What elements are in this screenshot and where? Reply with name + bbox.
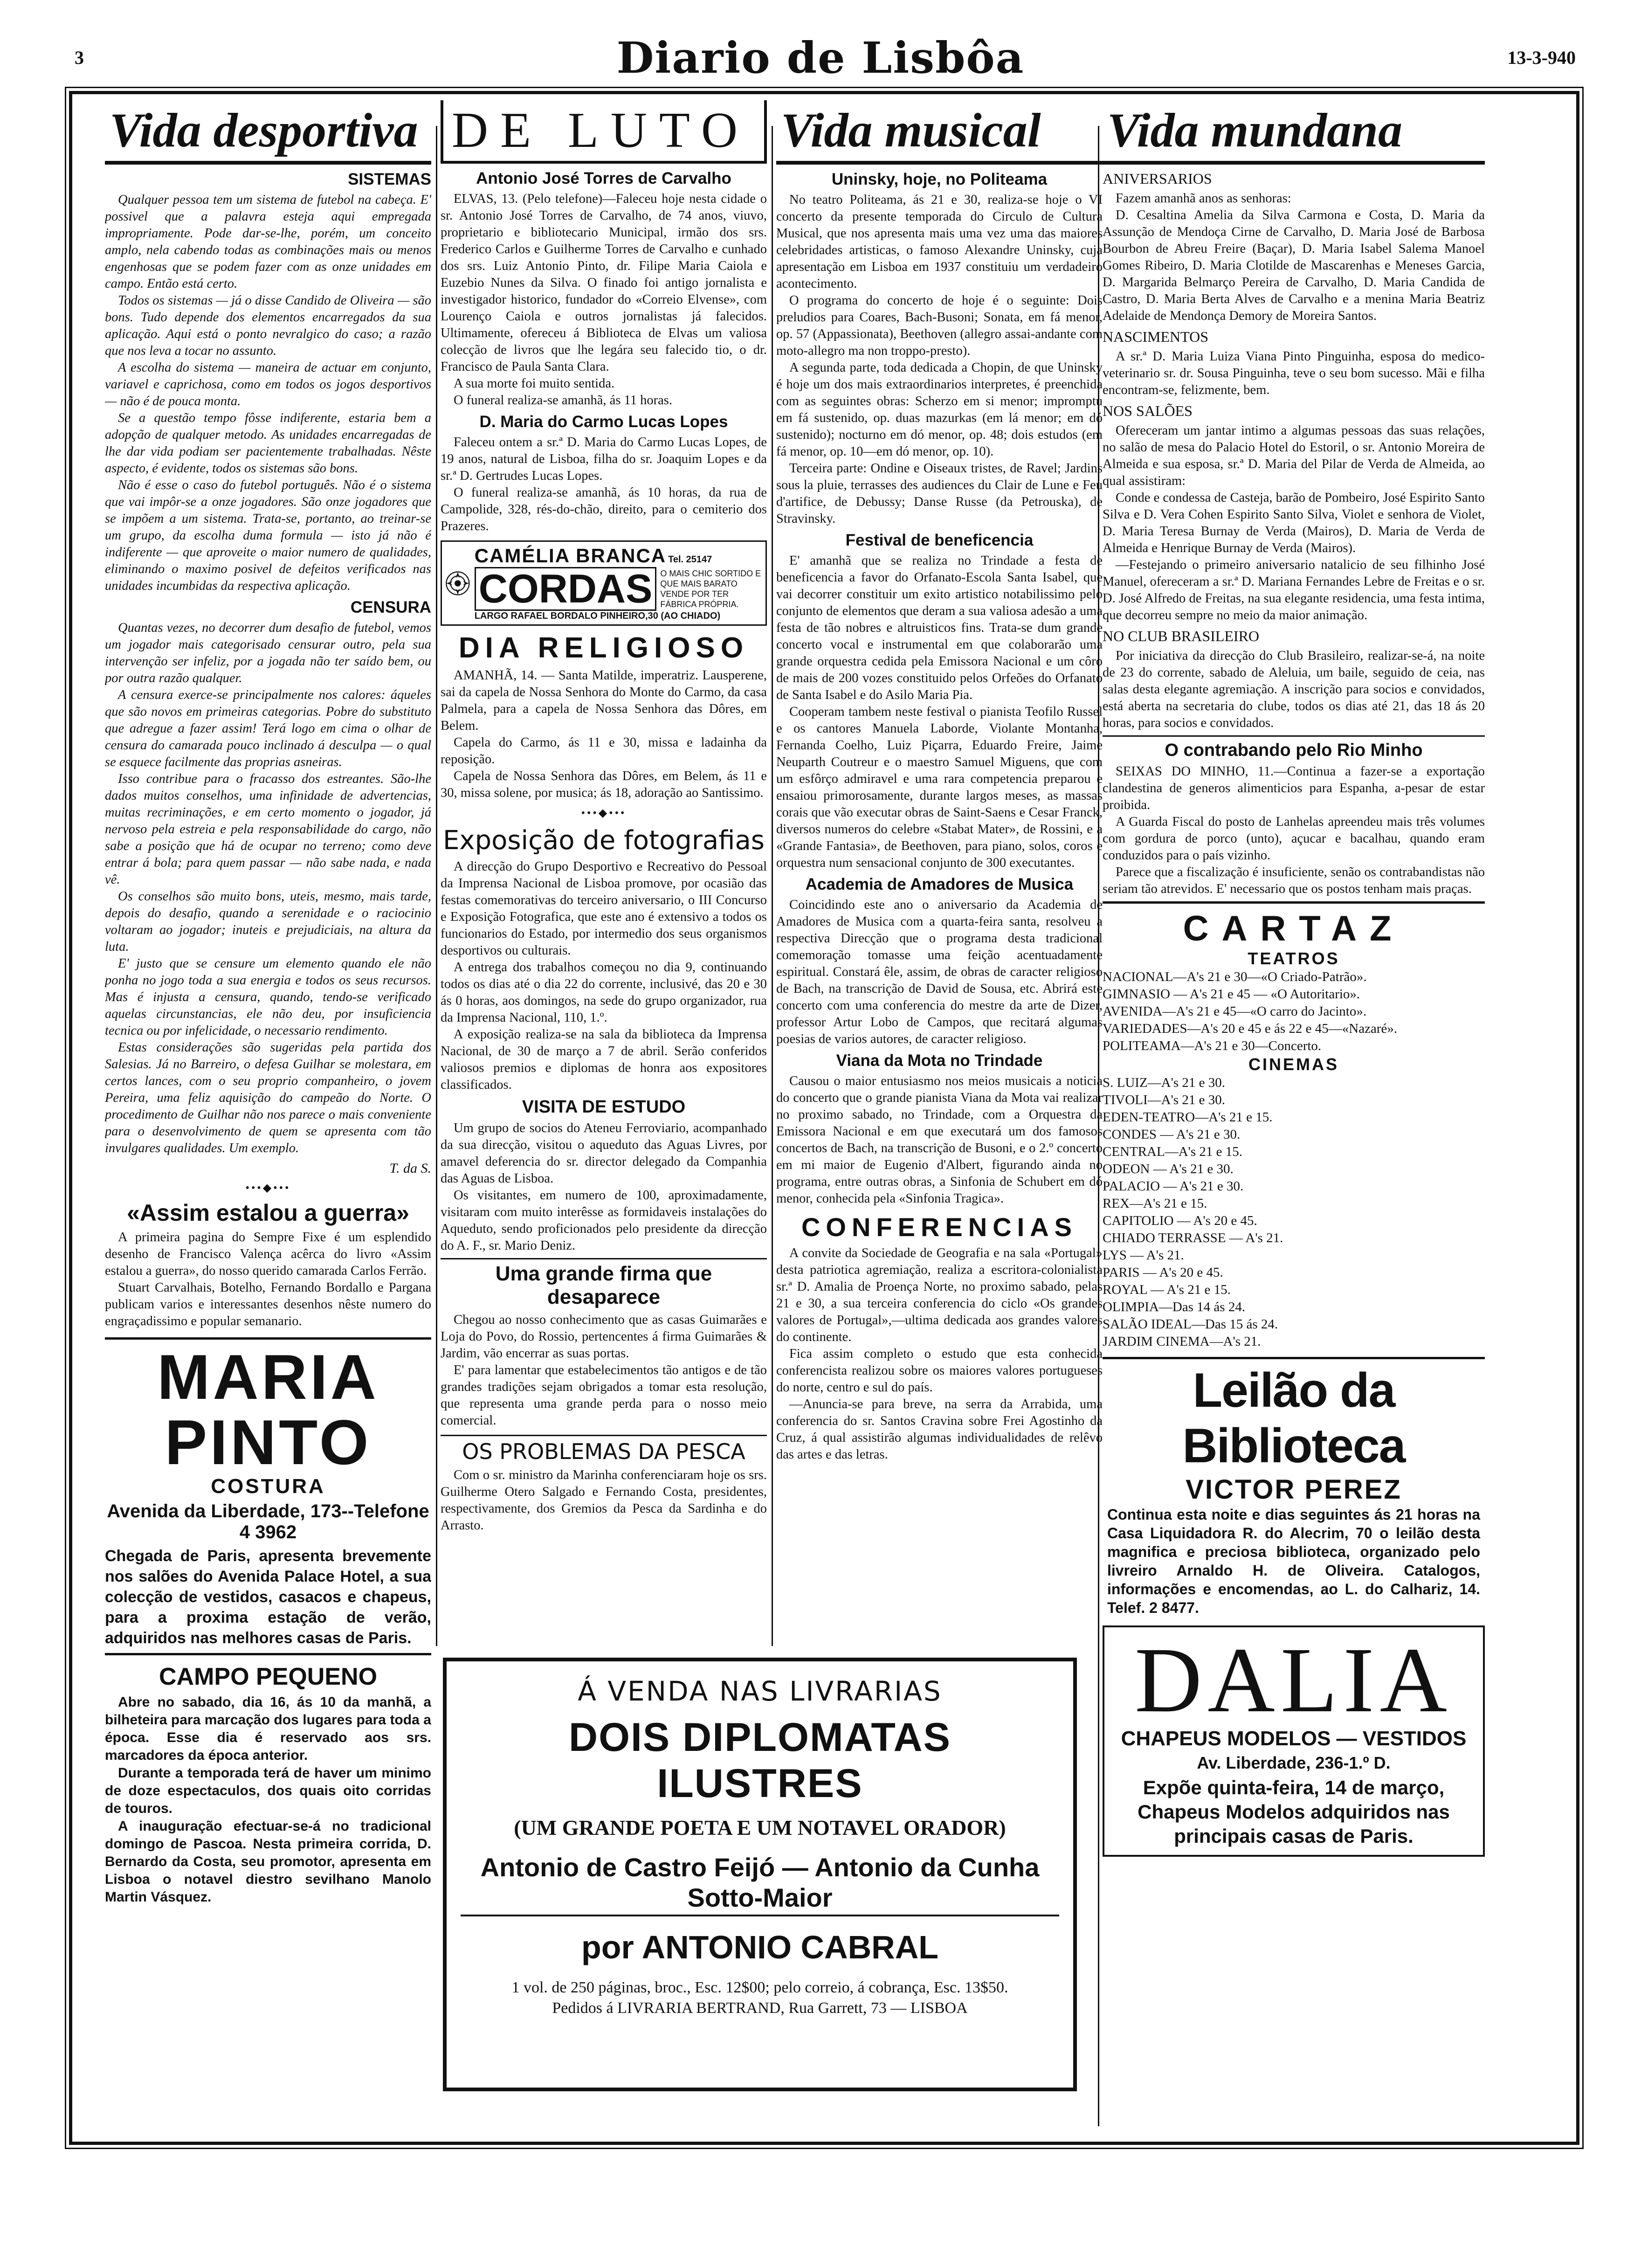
list-item: CHIADO TERRASSE — A's 21. xyxy=(1103,1231,1283,1245)
article-body xyxy=(776,553,1103,871)
article-title: DIA RELIGIOSO xyxy=(458,632,749,664)
paragraph: Não é esse o caso do futebol português. Não é o sistema que vai impôr-se a onze jogadores. São onze jogadores que se impõem a um sistema. Trata-se, portanto, ao treinar-se um grupo, da escolha duma formula — isto já não é indiferente — que aproveite o maior numero de qualidades, eliminando o maximo posivel de defeitos verificados nas unidades incumbidas da respectiva aplicação. xyxy=(105,478,431,593)
page-number: 3 xyxy=(75,47,84,68)
section-heading: Vida mundana xyxy=(1103,100,1485,165)
ad-brand: MARIA PINTO xyxy=(157,1341,379,1478)
paragraph: Estas considerações são sugeridas pela partida dos Salesias. Já no Barreiro, o defesa Guilhar se molestara, em certos lances, com o seu proprio companheiro, o jovem Pereira, uma feliz aquisição do campeão do Norte. O procedimento de Guilhar não nos parece o mais conveniente para o desenvolvimento de quem se apresenta com tão invulgares qualidades. Um exemplo. xyxy=(105,1040,431,1155)
article-title: NOS SALÕES xyxy=(1103,402,1193,419)
paragraph: Quantas vezes, no decorrer dum desafio de futebol, vemos um jogador mais categorisado censurar outro, pela sua intervenção ser infeliz, por a jogada não ter saído bem, ou por outra razão qualquer. xyxy=(105,621,431,685)
list-item: GIMNASIO — A's 21 e 45 — «O Autoritario». xyxy=(1103,987,1360,1002)
paragraph: Capela de Nossa Senhora das Dôres, em Belem, ás 11 e 30, missa solene, por musica; ás 18, adoração ao Santissimo. xyxy=(441,769,767,800)
article-body xyxy=(441,1120,767,1254)
paragraph: Parece que a fiscalização é insuficiente, senão os contrabandistas não seriam tão atrevidos. E' necessario que os postos tenham mais praças. xyxy=(1103,865,1485,896)
masthead xyxy=(65,33,1576,84)
issue-date: 13-3-940 xyxy=(1507,47,1576,68)
article-body xyxy=(1103,190,1485,325)
article-title: Antonio José Torres de Carvalho xyxy=(476,169,731,187)
article-body xyxy=(1103,422,1485,624)
paragraph: Todos os sistemas — já o disse Candido de Oliveira — são bons. Tudo depende dos elementos encarregados da sua aplicação. Aqui está o ponto nevralgico do caso; a razão que nos leva a tocar no assunto. xyxy=(105,293,431,358)
ad-phone: Tel. 25147 xyxy=(668,554,712,565)
advertisement-leilao xyxy=(1103,1357,1485,1617)
list-item: CAPITOLIO — A's 20 e 45. xyxy=(1103,1213,1257,1228)
paragraph: A entrega dos trabalhos começou no dia 9, continuando todos os dias até o dia 22 do corrente, inclusivé, das 20 e 30 ás 0 horas, aos domingos, na sede do grupo organizador, rua da Imprensa Nacional, 110, 1.º. xyxy=(441,960,767,1025)
ad-brand: DALIA xyxy=(1134,1629,1453,1732)
paragraph: E' amanhã que se realiza no Trindade a festa de beneficencia a favor do Orfanato-Escola Santa Isabel, que vai decorrer constituir um exito artistico notabilissimo pelo conjunto de elementos que deram a sua valiosa adesão a uma festa de tão nobres e altruisticos fins. Trata-se dum grande concerto vocal e instrumental em que colaborarão uma grande orquestra cedida pela Emissora Nacional e um côro de mais de 200 vozes constituido pelos Orfeões do Orfanato de Santa Isabel e do Asilo Maria Pia. xyxy=(776,553,1103,702)
paragraph: Fica assim completo o estudo que esta conhecida conferencista realizou sobre os maiores valores portugueses do norte, centro e sul do país. xyxy=(776,1347,1103,1395)
paragraph: ELVAS, 13. (Pelo telefone)—Faleceu hoje nesta cidade o sr. Antonio José Torres de Carvalho, de 74 anos, viuvo, proprietario e bibliotecario Municipal, irmão dos srs. Frederico Carlos e Guilherme Torres de Carvalho e cunhado dos srs. Luiz Antonio Pinto, dr. Filipe Maria Caiola e Euzebio Nunes da Silva. O finado foi antigo jornalista e investigador historico, fundador do «Correio Elvense», com Lourenço Caiola e outros jornalistas já falecidos. Ultimamente, ofereceu á Biblioteca de Elvas um valiosa colecção de livros que lhe legára seu falecido tio, o dr. Francisco de Paula Santa Clara. xyxy=(441,192,767,374)
column-vida-desportiva xyxy=(105,100,431,2124)
article-body xyxy=(441,858,767,1093)
paragraph: Se a questão tempo fôsse indiferente, estaria bem a adopção de qualquer metodo. As unidades encarregadas de lhe dar vida podiam ser pacientemente trabalhadas. Nêste aspecto, é evidente, todos os sistemas são bons. xyxy=(105,411,431,476)
article-body xyxy=(776,1073,1103,1207)
advertisement-dalia xyxy=(1103,1625,1485,1857)
ad-subtitle: VICTOR PEREZ xyxy=(1186,1474,1402,1505)
ad-author: por ANTONIO CABRAL xyxy=(581,1929,939,1965)
column-rule xyxy=(436,126,437,1646)
article-title: Uma grande firma que desaparece xyxy=(441,1258,767,1309)
theatres-heading: TEATROS xyxy=(1248,949,1340,968)
section-heading: DE LUTO xyxy=(441,100,767,164)
theatres-list xyxy=(1103,968,1485,1055)
article-body xyxy=(105,192,431,595)
divider-ornament: •••◆••• xyxy=(245,1182,291,1194)
paragraph: Chegou ao nosso conhecimento que as casas Guimarães e Loja do Povo, do Rossio, pertencentes á firma Guimarães & Jardim, vão encerrar as suas portas. xyxy=(441,1313,767,1361)
paragraph: D. Cesaltina Amelia da Silva Carmona e Costa, D. Maria da Assunção de Mendoça Cirne de Carvalho, D. Maria José de Barbosa Bourbon de Abreu Freire (Baçar), D. Maria Isabel Salema Manoel Gomes Ribeiro, D. Maria Clotilde de Mascarenhas e Meneses Garcia, D. Margarida Belmarço Pereira de Carvalho, D. Maria Candida de Castro, D. Maria Berta Alves de Carvalho e a menina Maria Beatriz Adelaide de Mendonça Demory de Moreira Santos. xyxy=(1103,208,1485,323)
camellia-flower-icon xyxy=(445,560,471,607)
ad-address: Avenida da Liberdade, 173--Telefone 4 3962 xyxy=(107,1501,429,1542)
paragraph: SEIXAS DO MINHO, 11.—Continua a fazer-se a exportação clandestina de generos alimenticios para Espanha, a-pesar de estar proibida. xyxy=(1103,764,1485,812)
article-body xyxy=(1103,648,1485,732)
list-item: ROYAL — A's 21 e 15. xyxy=(1103,1282,1231,1297)
article-body xyxy=(441,191,767,409)
article-body xyxy=(1103,763,1485,898)
paragraph: A sua morte foi muito sentida. xyxy=(454,376,615,391)
ad-orders: Pedidos á LIVRARIA BERTRAND, Rua Garrett, 73 — LISBOA xyxy=(552,1999,968,2017)
ad-address: Av. Liberdade, 236-1.º D. xyxy=(1197,1753,1391,1772)
article-body xyxy=(441,1312,767,1429)
column-de-luto xyxy=(441,100,767,1639)
ad-category: COSTURA xyxy=(211,1475,325,1498)
list-item: LYS — A's 21. xyxy=(1103,1248,1184,1263)
article-title: VISITA DE ESTUDO xyxy=(522,1097,686,1117)
paragraph: Qualquer pessoa tem um sistema de futebol na cabeça. E' possivel que a palavra esteja aqui empregada impropriamente. Pode dar-se-lhe, porém, um conceito amplo, nela cabendo todas as combinações mais ou menos engenhosas que se podem fazer com as onze unidades em campo. Então está certo. xyxy=(105,193,431,291)
list-item: POLITEAMA—A's 21 e 30—Concerto. xyxy=(1103,1038,1322,1053)
paragraph: O programa do concerto de hoje é o seguinte: Dois preludios para Coares, Bach-Busoni; Sonata, em fá menor, op. 57 (Appassionata), Beethoven (allegro assai-andante com moto-allegro ma non troppo-presto). xyxy=(776,293,1103,358)
article-title: D. Maria do Carmo Lucas Lopes xyxy=(479,413,728,431)
ad-body: Continua esta noite e dias seguintes ás 21 horas na Casa Liquidadora R. do Alecrim, 70 o leilão desta magnifica e preciosa biblioteca, organizado pelo livreiro Arnaldo H. de Oliveira. Catalogos, informações e encomendas, ao L. do Calhariz, 14. Telef. 2 8477. xyxy=(1107,1506,1480,1616)
article-body xyxy=(105,620,431,1157)
ad-brand: CAMÉLIA BRANCA xyxy=(474,545,667,567)
list-item: OLIMPIA—Das 14 ás 24. xyxy=(1103,1300,1246,1314)
article-body xyxy=(776,897,1103,1048)
paragraph: —Festejando o primeiro aniversario natalicio de seu filhinho José Manuel, ofereceram a sr.ª D. Mariana Fernandes Lebre de Freitas e o sr. D. José Alfredo de Freitas, na sua elegante residencia, uma festa intima, que decorreu sempre no meio da maior animação. xyxy=(1103,558,1485,622)
section-heading: Vida desportiva xyxy=(105,100,431,165)
article-body xyxy=(441,434,767,535)
advertisement-maria-pinto xyxy=(105,1337,431,1655)
newspaper-title: Diario de Lisbôa xyxy=(616,33,1025,83)
listings-cartaz xyxy=(1103,901,1485,1350)
paragraph: Capela do Carmo, ás 11 e 30, missa e ladainha da reposição. xyxy=(441,735,767,767)
section-heading: Vida musical xyxy=(776,100,1103,165)
list-item: SALÃO IDEAL—Das 15 ás 24. xyxy=(1103,1317,1278,1332)
paragraph: Os conselhos são muito bons, uteis, mesmo, mais tarde, depois do desafio, quando a serenidade e o raciocinio voltaram ao jogador; inuteis e prejudiciais, na altura da luta. xyxy=(105,889,431,954)
article-title: NASCIMENTOS xyxy=(1103,328,1208,345)
paragraph: E' para lamentar que estabelecimentos tão antigos e de tão grandes tradições sejam obrigados a tomar esta resolução, que representa uma grande perda para o nosso meio comercial. xyxy=(441,1363,767,1428)
paragraph: A sr.ª D. Maria Luiza Viana Pinto Pinguinha, esposa do medico-veterinario sr. dr. Sousa Pinguinha, teve o seu bom sucesso. Mãi e filha encontram-se, felizmente, bem. xyxy=(1103,349,1485,397)
paragraph: Cooperam tambem neste festival o pianista Teofilo Russel e os cantores Manuela Laborde, Violante Montanha, Fernanda Coelho, Luiz Piçarra, Eduardo Freire, Jaime Neuparth Coutreur e o maestro Samuel Miguens, que com um esfôrço admiravel e uma rara competencia preparou e ensaiou primorosamente, durante largos meses, as massas corais que vão executar obras de Saint-Saens e Cesar Franck, diversos numeros do celebre «Stabat Mater», de Rossini, e a «Grande Fantasia», de Beethoven, para piano, solos, coros e orquestra num sensacional conjunto de 300 executantes. xyxy=(776,705,1103,870)
list-item: AVENIDA—A's 21 e 45—«O carro do Jacinto». xyxy=(1103,1004,1367,1019)
paragraph: A segunda parte, toda dedicada a Chopin, de que Uninsky é hoje um dos mais extraordinarios interpretes, é preenchida com as seguintes obras: Scherzo em si menor; impromptu em fá sustenido, op. duas mazurkas (em lá menor; em dó sustenido); nocturno em dó menor, op. 48; dois estudos (em fá menor, op. 10—em dó menor, op. 10). xyxy=(776,360,1103,459)
article-body xyxy=(776,1245,1103,1463)
paragraph: A escolha do sistema — maneira de actuar em conjunto, variavel e caprichosa, como em todos os jogos desportivos — não é de pouca monta. xyxy=(105,360,431,408)
article-title: ANIVERSARIOS xyxy=(1103,170,1212,187)
article-title: NO CLUB BRASILEIRO xyxy=(1103,628,1260,644)
ad-line: Á VENDA NAS LIVRARIAS xyxy=(578,1675,942,1707)
paragraph: Fazem amanhã anos as senhoras: xyxy=(1116,191,1291,206)
article-title: O contrabando pelo Rio Minho xyxy=(1103,735,1485,761)
list-item: EDEN-TEATRO—A's 21 e 15. xyxy=(1103,1110,1273,1125)
paragraph: E' justo que se censure um elemento quando ele não ponha no jogo toda a sua energia e todos os seus recursos. Mas é injusta a censura, quando, tendo-se verificado aquelas circunstancias, ele não deu, por insuficiencia tecnica ou por infelicidade, o necessario rendimento. xyxy=(105,956,431,1038)
paragraph: Conde e condessa de Casteja, barão de Pombeiro, José Espirito Santo Silva e D. Vera Cohen Espirito Santo Silva, Violet e senhora de Violet, D. Maria Teresa Burnay de Verda (Mairos), D. Maria de Verda de Almeida e Henrique Burnay de Verda (Mairos). xyxy=(1103,491,1485,555)
list-item: CENTRAL—A's 21 e 15. xyxy=(1103,1144,1243,1159)
paragraph: A inauguração efectuar-se-á no tradicional domingo de Pascoa. Nesta primeira corrida, D. Bernardo da Costa, seu promotor, apresenta em Lisboa o notavel diestro sevilhano Manolo Martin Vásquez. xyxy=(105,1819,431,1905)
ad-subjects: Antonio de Castro Feijó — Antonio da Cunha Sotto-Maior xyxy=(461,1852,1059,1916)
paragraph: Por iniciativa da direcção do Club Brasileiro, realizar-se-á, na noite de 23 do corrente, sabado de Aleluia, um baile, seguido de ceia, nas salas desta elegante agremiação. A inscrição para socios e convidados, está aberta na secretaria do clube, todos os dias até 21, das 18 ás 20 horas, para socios e convidados. xyxy=(1103,649,1485,730)
paragraph: A exposição realiza-se na sala da biblioteca da Imprensa Nacional, de 30 de março a 7 de abril. Serão conferidos valiosos premios e diplomas de honra aos expositores classificados. xyxy=(441,1027,767,1092)
paragraph: Durante a temporada terá de haver um minimo de doze espectaculos, dos quais oito corridas de touros. xyxy=(105,1765,431,1816)
listings-heading: CARTAZ xyxy=(1183,909,1405,948)
column-vida-musical xyxy=(776,100,1103,1672)
ad-price: 1 vol. de 250 páginas, broc., Esc. 12$00; pelo correio, á cobrança, Esc. 13$50. xyxy=(511,1979,1008,1996)
list-item: S. LUIZ—A's 21 e 30. xyxy=(1103,1075,1225,1090)
paragraph: Abre no sabado, dia 16, ás 10 da manhã, a bilheteira para marcação dos lugares para toda a época. Esse dia é reservado aos srs. marcadores da época anterior. xyxy=(105,1694,431,1763)
ad-subtitle: (UM GRANDE POETA E UM NOTAVEL ORADOR) xyxy=(514,1816,1006,1839)
article-title: Academia de Amadores de Musica xyxy=(805,875,1074,893)
article-title: CENSURA xyxy=(350,598,431,616)
paragraph: AMANHÃ, 14. — Santa Matilde, imperatriz. Lausperene, sai da capela de Nossa Senhora do Monte do Carmo, da casa Palmela, para a capela de Nossa Senhora das Dôres, em Belem. xyxy=(441,668,767,733)
paragraph: O funeral realiza-se amanhã, ás 10 horas, da rua de Campolide, 328, rés-do-chão, direito, para o cemiterio dos Prazeres. xyxy=(441,485,767,533)
paragraph: Stuart Carvalhais, Botelho, Fernando Bordallo e Pargana publicam varios e interessantes desenhos nêste numero do engraçadissimo e popular semanario. xyxy=(105,1280,431,1328)
ad-subtitle: CHAPEUS MODELOS — VESTIDOS xyxy=(1121,1727,1467,1750)
paragraph: A convite da Sociedade de Geografia e na sala «Portugal» desta patriotica agremiação, realiza a escritora-colonialista sr.ª D. Amalia de Proença Norte, no proximo sabado, pelas 21 e 30, a sua terceira conferencia do ciclo «Os grandes valores de Portugal»,—ultima dedicada aos grandes valores do continente. xyxy=(776,1246,1103,1344)
article-title: OS PROBLEMAS DA PESCA xyxy=(441,1435,767,1464)
paragraph: —Anuncia-se para breve, na serra da Arrabida, uma conferencia do sr. Santos Cravina sobre Frei Agostinho da Cruz, á qual assistirão algumas individualidades de relêvo das artes e das letras. xyxy=(776,1397,1103,1462)
article-title: CAMPO PEQUENO xyxy=(159,1663,378,1690)
article-body xyxy=(441,667,767,802)
list-item: TIVOLI—A's 21 e 30. xyxy=(1103,1093,1225,1107)
article-body xyxy=(776,192,1103,527)
cinemas-heading: CINEMAS xyxy=(1248,1055,1339,1074)
article-body xyxy=(105,1229,431,1330)
divider-ornament: •••◆••• xyxy=(581,807,627,819)
paragraph: Coincidindo este ano o aniversario da Academia de Amadores de Musica com a quarta-feira santa, resolveu a respectiva Direcção que o programa desta tradicional comemoração tomasse uma feição acentuadamente espiritual. Constará êle, assim, de obras de caracter religioso de Bach, na transcrição de David de Sousa, etc. Abrirá este concerto com uma conferencia do mestre da arte de Dizer, professor Artur Lobo de Campos, que recitará algumas poesias de varios autores, de caracter religioso. xyxy=(776,898,1103,1046)
author-signature: T. da S. xyxy=(389,1161,431,1176)
list-item: ODEON — A's 21 e 30. xyxy=(1103,1162,1234,1176)
list-item: NACIONAL—A's 21 e 30—«O Criado-Patrão». xyxy=(1103,969,1367,984)
advertisement-camelia-branca xyxy=(441,540,767,626)
ad-product: CORDAS xyxy=(475,567,657,611)
article-body xyxy=(441,1467,767,1534)
paragraph: A Guarda Fiscal do posto de Lanhelas apreendeu mais três volumes com gordura de porco (unto), açucar e bacalhau, quando eram conduzidos para o país vizinho. xyxy=(1103,815,1485,863)
list-item: JARDIM CINEMA—A's 21. xyxy=(1103,1334,1261,1349)
list-item: REX—A's 21 e 15. xyxy=(1103,1196,1207,1211)
paragraph: A censura exerce-se principalmente nos calores: áqueles que são novos em primeiras categorias. Pobre do substituto que adregue a fazer assim! Terá logo em cima o olhar de censura do camarada pouco inclinado á desculpa — o qual se esquece facilmente das proprias asneiras. xyxy=(105,688,431,769)
column-vida-mundana xyxy=(1103,100,1485,2124)
article-title: Viana da Mota no Trindade xyxy=(836,1051,1043,1070)
ad-title: DOIS DIPLOMATAS ILUSTRES xyxy=(569,1715,951,1806)
paragraph: Os visitantes, em numero de 100, aproximadamente, visitaram com muito interêsse as formidaveis instalações do Aqueduto, sendo proficionados pelo presidente da direcção do A. F., sr. Mario Deniz. xyxy=(441,1188,767,1253)
article-title: «Assim estalou a guerra» xyxy=(127,1200,409,1226)
ad-title: Leilão da Biblioteca xyxy=(1103,1357,1485,1474)
ad-slogan: O MAIS CHIC SORTIDO E QUE MAIS BARATO VENDE POR TER FÁBRICA PRÓPRIA. xyxy=(660,569,761,609)
paragraph: Faleceu ontem a sr.ª D. Maria do Carmo Lucas Lopes, de 19 anos, natural de Lisboa, filha do sr. Joaquim Lopes e da sr.ª D. Gertrudes Lucas Lopes. xyxy=(441,435,767,483)
paragraph: No teatro Politeama, ás 21 e 30, realiza-se hoje o VI concerto da presente temporada do Circulo de Cultura Musical, que nos apresenta mais uma vez uma das maiores celebridades artisticas, o famoso Alexandre Uninsky, cuja apresentação em Lisboa em 1937 constituiu um verdadeiro acontecimento. xyxy=(776,193,1103,291)
article-title: CONFERENCIAS xyxy=(801,1212,1078,1242)
list-item: PALACIO — A's 21 e 30. xyxy=(1103,1179,1244,1194)
paragraph: Ofereceram um jantar intimo a algumas pessoas das suas relações, no salão de mesa do Palacio Hotel do Estoril, o sr. Antonio Moreira de Almeida e sua esposa, sr.ª D. Maria del Pilar de Verda de Almeida, ao qual assistiram: xyxy=(1103,423,1485,488)
article-title: Exposição de fotografias xyxy=(443,825,765,856)
ad-body: Chegada de Paris, apresenta brevemente nos salões do Avenida Palace Hotel, a sua colecção de vestidos, casacos e chapeus, para a proxima estação de verão, adquiridos nas melhores casas de Paris. xyxy=(105,1547,431,1647)
paragraph: Terceira parte: Ondine e Oiseaux tristes, de Ravel; Jardins sous la pluie, terrasses des audiences du Clair de Lune e Feu d'artifice, de Debussy; Danse Russe (da Petrouska), de Stravinsky. xyxy=(776,461,1103,526)
paragraph: Causou o maior entusiasmo nos meios musicais a noticia do concerto que o grande pianista Viana da Mota vai realizar no proximo sabado, no Trindade, com a Orquestra da Emissora Nacional e em que executará um dos famosos concertos de Bach, na transcrição de Busoni, e o 2.º concerto em mi maior de Eugenio d'Albert, figurando ainda no programa, entre outras obras, a Sinfonia de Schubert em dó menor, conhecida pela «Sinfonia Tragica». xyxy=(776,1074,1103,1206)
paragraph: O funeral realiza-se amanhã, ás 11 horas. xyxy=(454,393,672,408)
advertisement-book xyxy=(443,1658,1077,2091)
article-body xyxy=(1103,348,1485,399)
ad-body: Expõe quinta-feira, 14 de março, Chapeus Modelos adquiridos nas principais casas de Paris. xyxy=(1138,1777,1450,1847)
paragraph: Isso contribue para o fracasso dos estreantes. São-lhe dados muitos conselhos, uma infinidade de advertencias, muitas recriminações, e em certo momento o jogador, já nervoso pela estreia e pela responsabilidade do cargo, não sabe a posição que há de ocupar no terreno; como deve entrar á bola; para quem passar — não sabe nada, e nada vê. xyxy=(105,772,431,887)
paragraph: Com o sr. ministro da Marinha conferenciaram hoje os srs. Guilherme Otero Salgado e Fernando Costa, presidentes, respectivamente, dos Gremios da Pesca da Sardinha e do Arrasto. xyxy=(441,1468,767,1533)
cinemas-list xyxy=(1103,1074,1485,1350)
article-title: SISTEMAS xyxy=(348,170,431,188)
article-body xyxy=(105,1694,431,1906)
paragraph: A primeira pagina do Sempre Fixe é um esplendido desenho de Francisco Valença acêrca do livro «Assim estalou a guerra», do nosso querido camarada Carlos Ferrão. xyxy=(105,1230,431,1278)
paragraph: Um grupo de socios do Ateneu Ferroviario, acompanhado da sua direcção, visitou o aqueduto das Aguas Livres, por amavel deferencia do sr. director delegado da Companhia das Aguas de Lisboa. xyxy=(441,1121,767,1186)
article-title: Festival de beneficencia xyxy=(845,531,1034,549)
column-rule xyxy=(772,126,773,1646)
paragraph: A direcção do Grupo Desportivo e Recreativo do Pessoal da Imprensa Nacional de Lisboa promove, por ocasião das festas comemorativas do terceiro aniversario, o III Concurso e Exposição Fotografica, que este ano é extensivo a todos os funcionarios do Estado, por intermedio dos seus organismos desportivos ou culturais. xyxy=(441,859,767,958)
ad-address: LARGO RAFAEL BORDALO PINHEIRO,30 (AO CHIADO) xyxy=(474,611,721,621)
list-item: CONDES — A's 21 e 30. xyxy=(1103,1127,1241,1142)
article-title: Uninsky, hoje, no Politeama xyxy=(831,170,1048,188)
list-item: VARIEDADES—A's 20 e 45 e ás 22 e 45—«Nazaré». xyxy=(1103,1021,1398,1036)
list-item: PARIS — A's 20 e 45. xyxy=(1103,1265,1223,1280)
